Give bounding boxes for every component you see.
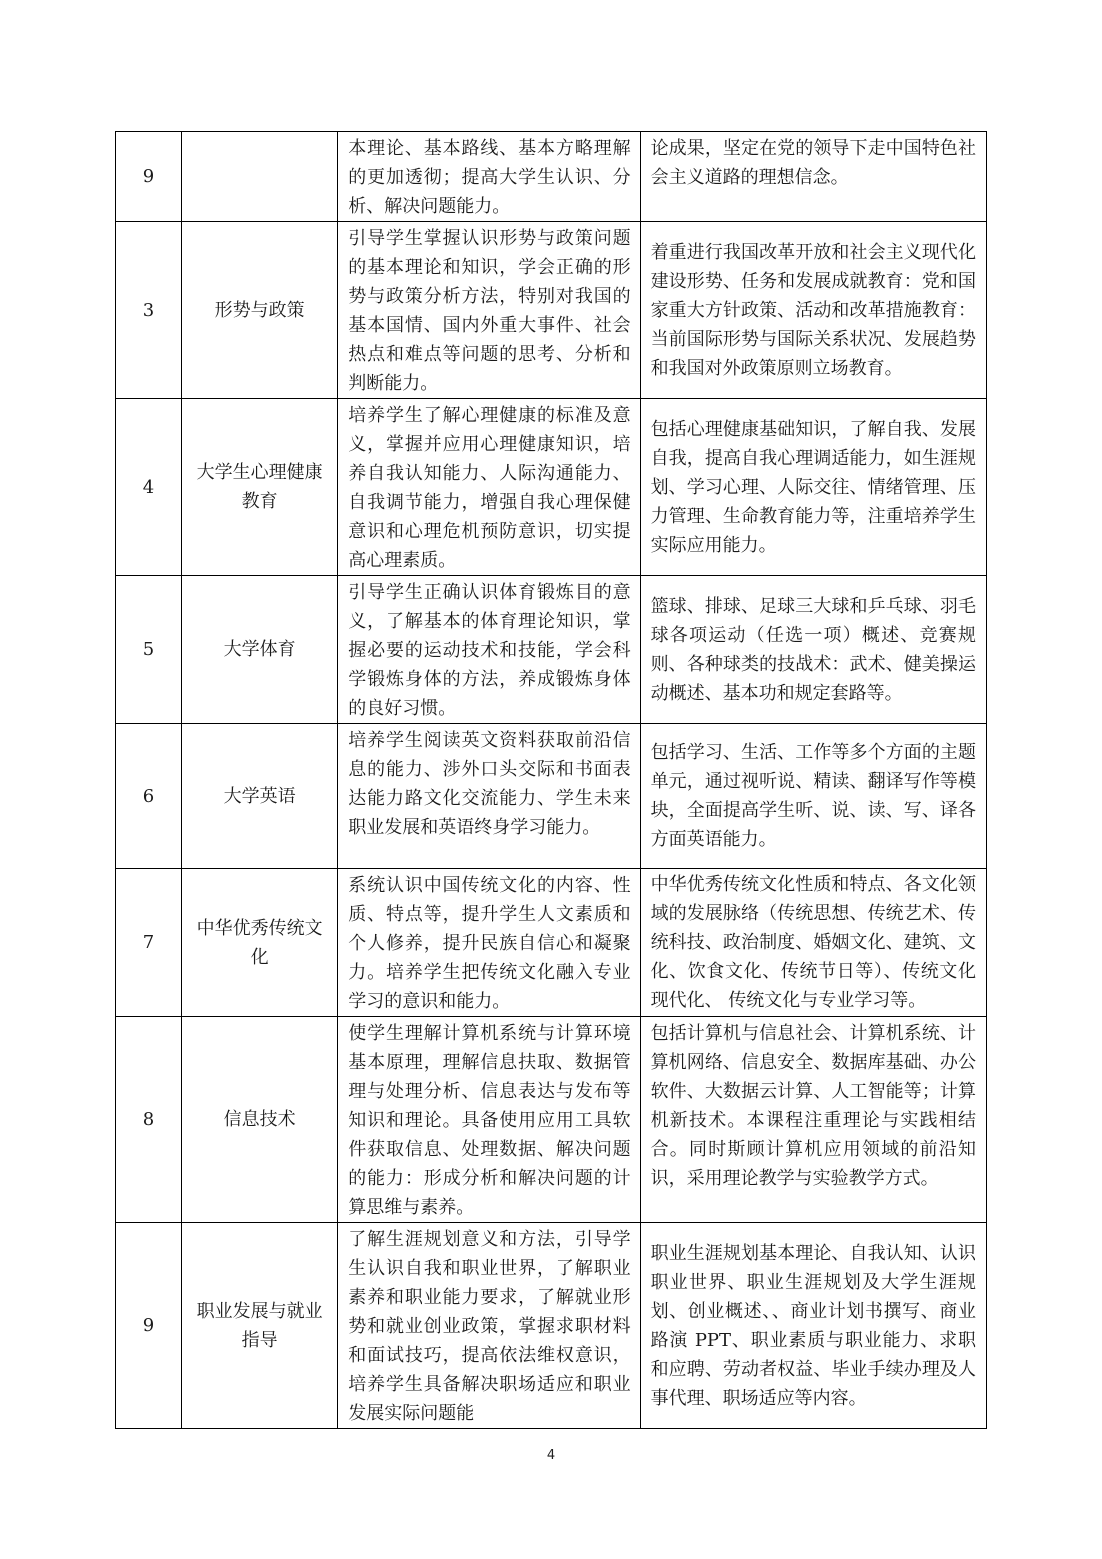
row-number: 7 xyxy=(116,869,182,1017)
course-name: 信息技术 xyxy=(182,1017,338,1223)
row-number: 9 xyxy=(116,132,182,222)
table-row xyxy=(116,1017,987,1223)
course-content: 篮球、排球、足球三大球和乒乓球、羽毛球各项运动（任选一项）概述、竞赛规则、各种球类的技战术：武术、健美操运动概述、基本功和规定套路等。 xyxy=(640,576,986,724)
table-row xyxy=(116,724,987,869)
table-row xyxy=(116,576,987,724)
course-content: 包括学习、生活、工作等多个方面的主题单元，通过视听说、精读、翻译写作等模块，全面提高学生听、说、读、写、译各方面英语能力。 xyxy=(640,724,986,869)
course-objective: 系统认识中国传统文化的内容、性质、特点等，提升学生人文素质和个人修养，提升民族自信心和凝聚力。培养学生把传统文化融入专业学习的意识和能力。 xyxy=(338,869,640,1017)
table-row xyxy=(116,222,987,399)
table-row xyxy=(116,869,987,1017)
course-name: 大学体育 xyxy=(182,576,338,724)
course-content: 论成果，坚定在党的领导下走中国特色社会主义道路的理想信念。 xyxy=(640,132,986,222)
table-row xyxy=(116,132,987,222)
course-objective: 引导学生掌握认识形势与政策问题的基本理论和知识，学会正确的形势与政策分析方法，特别对我国的基本国情、国内外重大事件、社会热点和难点等问题的思考、分析和判断能力。 xyxy=(338,222,640,399)
course-content: 中华优秀传统文化性质和特点、各文化领域的发展脉络（传统思想、传统艺术、传统科技、政治制度、婚姻文化、建筑、文化、饮食文化、传统节日等）、传统文化现代化、 传统文化与专业学习等。 xyxy=(640,869,986,1017)
table-row xyxy=(116,399,987,576)
page-number: 4 xyxy=(546,1448,556,1463)
table-row xyxy=(116,1223,987,1429)
row-number: 5 xyxy=(116,576,182,724)
course-objective: 了解生涯规划意义和方法，引导学生认识自我和职业世界，了解职业素养和职业能力要求，了解就业形势和就业创业政策，掌握求职材料和面试技巧，提高依法维权意识，培养学生具备解决职场适应和职业发展实际问题能 xyxy=(338,1223,640,1429)
course-content: 包括心理健康基础知识，了解自我、发展自我，提高自我心理调适能力，如生涯规划、学习心理、人际交往、情绪管理、压力管理、生命教育能力等，注重培养学生实际应用能力。 xyxy=(640,399,986,576)
course-objective: 引导学生正确认识体育锻炼目的意义，了解基本的体育理论知识，掌握必要的运动技术和技能，学会科学锻炼身体的方法，养成锻炼身体的良好习惯。 xyxy=(338,576,640,724)
course-objective: 使学生理解计算机系统与计算环境基本原理，理解信息扶取、数据管理与处理分析、信息表达与发布等知识和理论。具备使用应用工具软件获取信息、处理数据、解决问题的能力：形成分析和解决问题的计算思维与素养。 xyxy=(338,1017,640,1223)
course-name: 形势与政策 xyxy=(182,222,338,399)
course-name xyxy=(182,132,338,222)
course-content: 包括计算机与信息社会、计算机系统、计算机网络、信息安全、数据库基础、办公软件、大数据云计算、人工智能等；计算机新技术。本课程注重理论与实践相结合。同时斯顾计算机应用领域的前沿知识，采用理论教学与实验教学方式。 xyxy=(640,1017,986,1223)
course-content: 着重进行我国改革开放和社会主义现代化建设形势、任务和发展成就教育：党和国家重大方针政策、活动和改革措施教育：当前国际形势与国际关系状况、发展趋势和我国对外政策原则立场教育。 xyxy=(640,222,986,399)
course-content: 职业生涯规划基本理论、自我认知、认识职业世界、职业生涯规划及大学生涯规划、创业概述、、商业计划书撰写、商业路演 PPT、职业素质与职业能力、求职和应聘、劳动者权益、毕业手续办理及人事代理、职场适应等内容。 xyxy=(640,1223,986,1429)
course-name: 大学生心理健康教育 xyxy=(182,399,338,576)
course-name: 大学英语 xyxy=(182,724,338,869)
row-number: 6 xyxy=(116,724,182,869)
course-name: 中华优秀传统文化 xyxy=(182,869,338,1017)
row-number: 9 xyxy=(116,1223,182,1429)
course-name: 职业发展与就业指导 xyxy=(182,1223,338,1429)
course-table xyxy=(115,131,987,1429)
course-objective: 培养学生阅读英文资料获取前沿信息的能力、涉外口头交际和书面表达能力路文化交流能力、学生未来职业发展和英语终身学习能力。 xyxy=(338,724,640,869)
row-number: 8 xyxy=(116,1017,182,1223)
course-objective: 培养学生了解心理健康的标准及意义，掌握并应用心理健康知识，培养自我认知能力、人际沟通能力、自我调节能力，增强自我心理保健意识和心理危机预防意识，切实提高心理素质。 xyxy=(338,399,640,576)
course-objective: 本理论、基本路线、基本方略理解的更加透彻；提高大学生认识、分析、解决问题能力。 xyxy=(338,132,640,222)
row-number: 3 xyxy=(116,222,182,399)
row-number: 4 xyxy=(116,399,182,576)
